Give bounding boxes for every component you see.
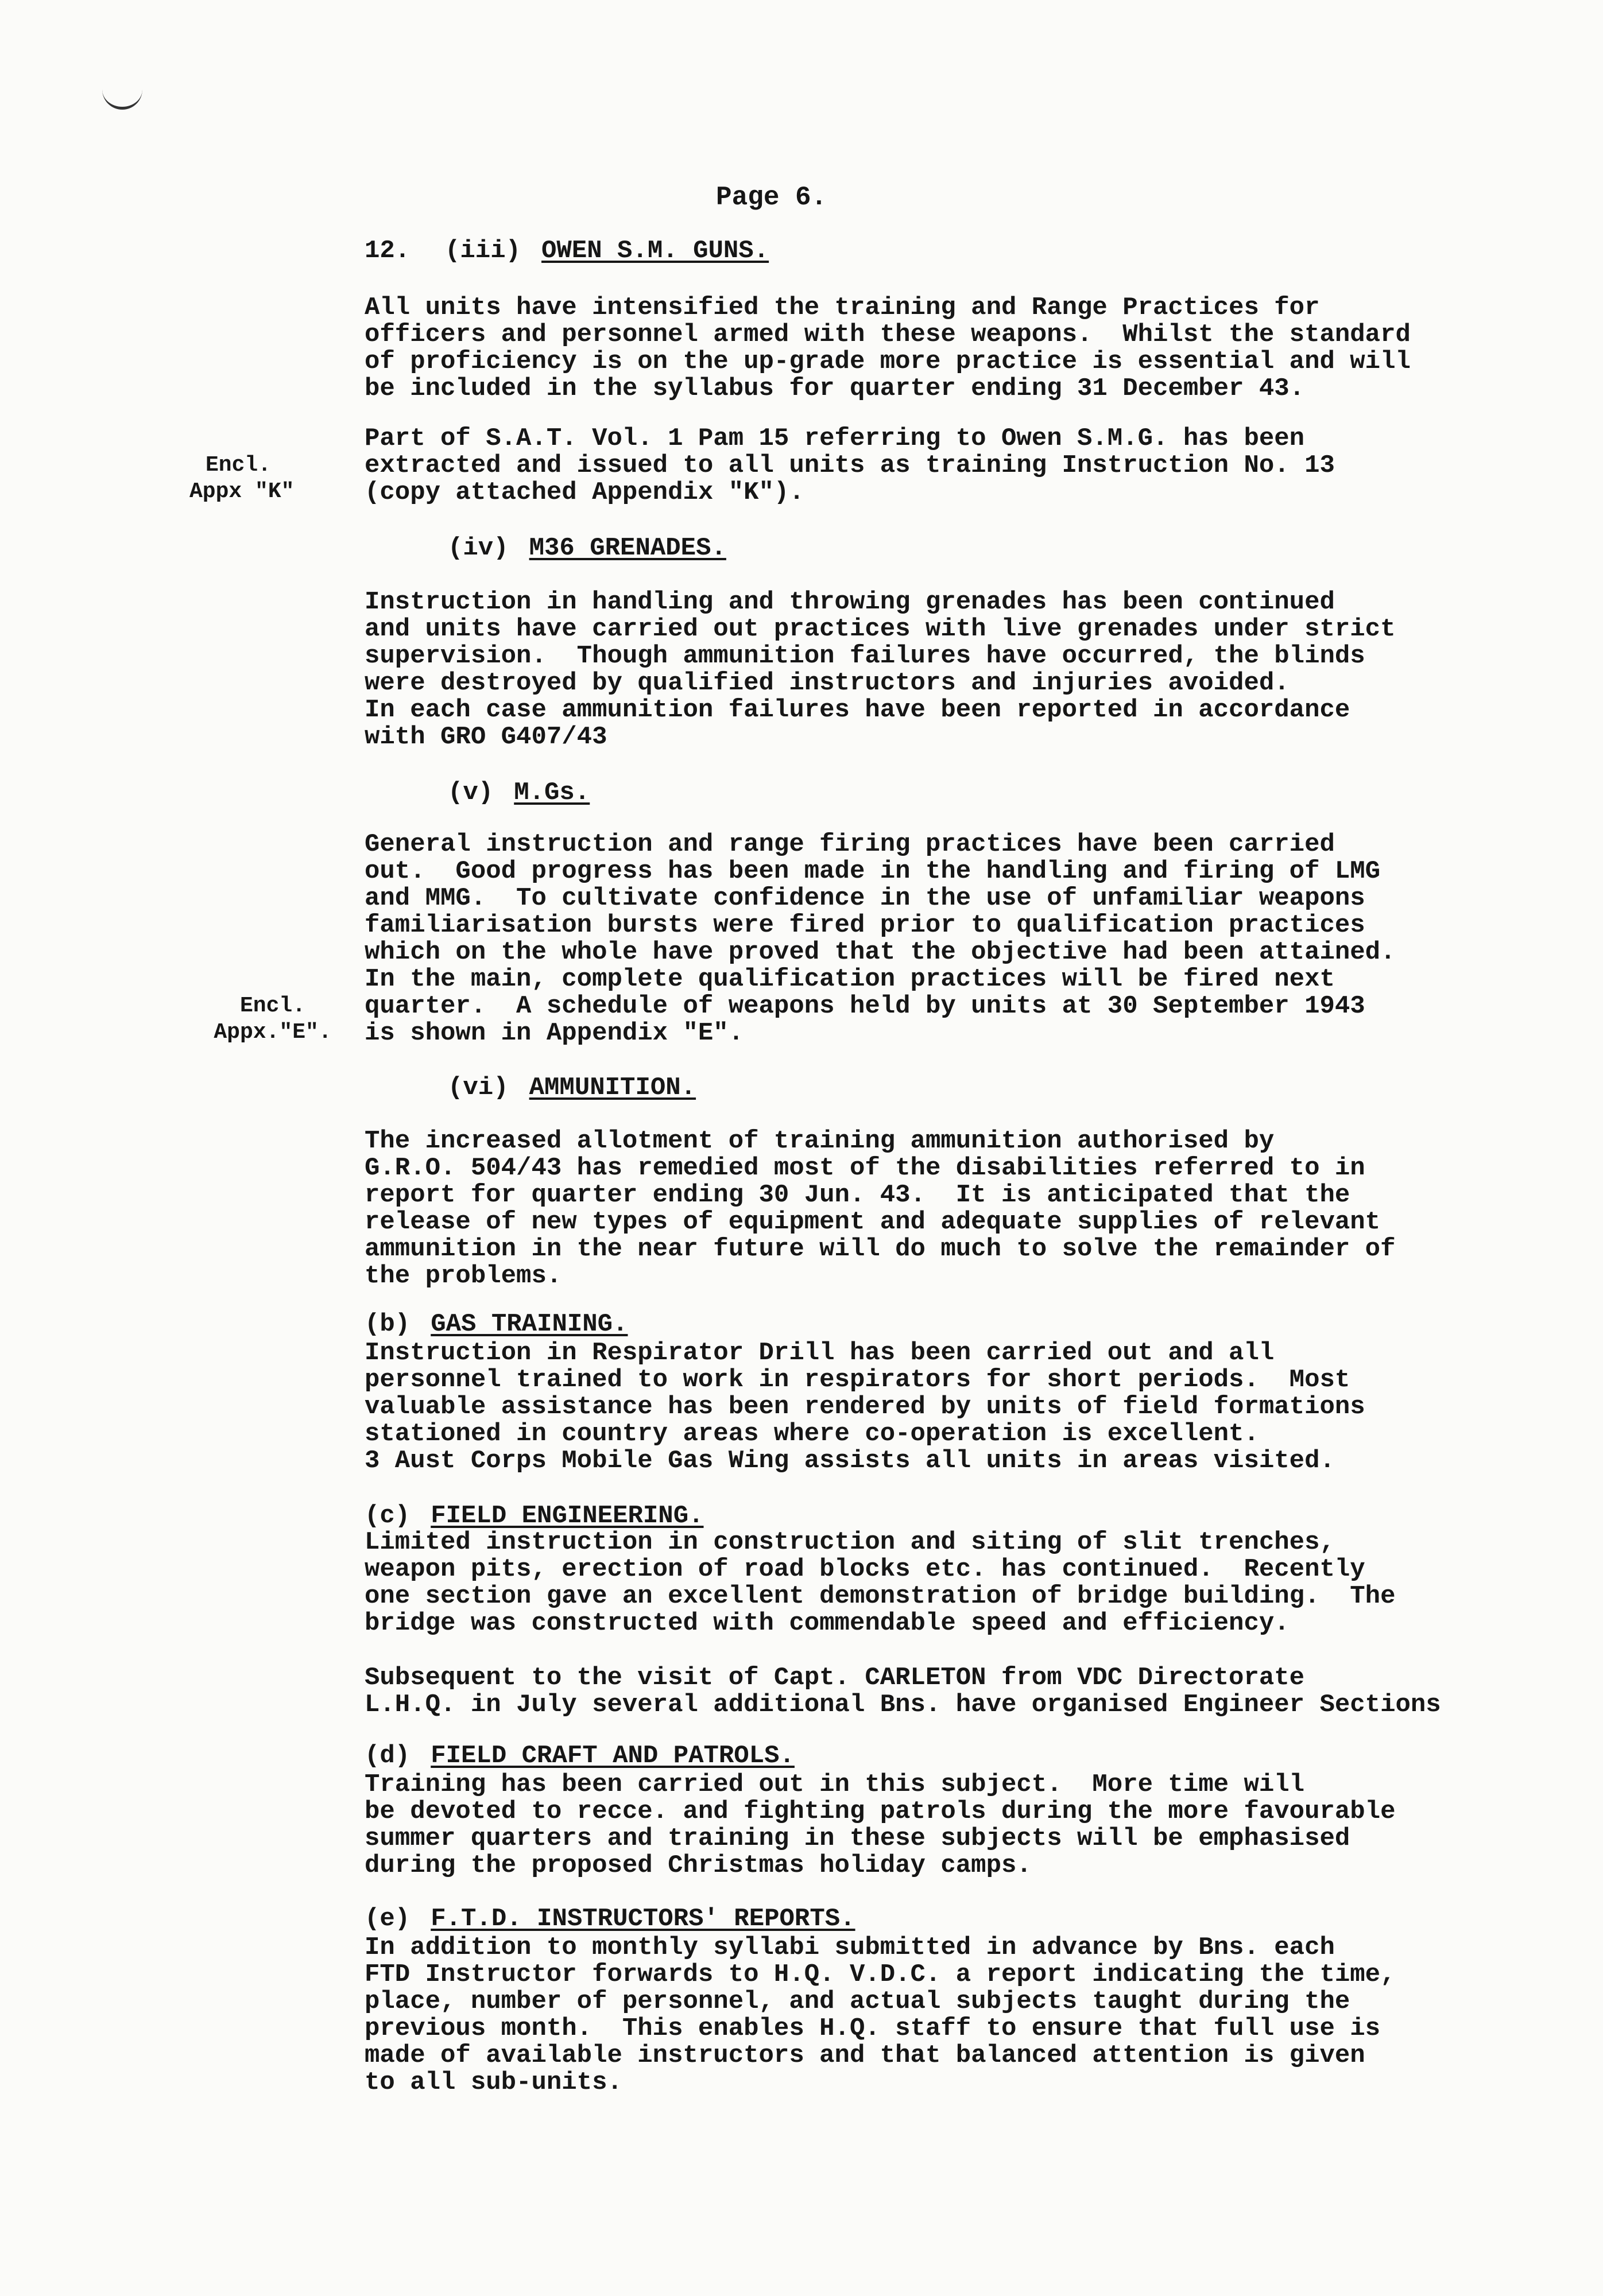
section-title: FIELD CRAFT AND PATROLS. (431, 1742, 795, 1770)
section-title: AMMUNITION. (529, 1073, 696, 1102)
paragraph-field-craft-patrols: Training has been carried out in this subject. More time will be devoted to recce. and fighting patrols during the more favourable summer quarters and training in these subjects will be emphasised during the proposed Christmas holiday camps. (365, 1770, 1396, 1880)
margin-note-enclosure-k: Encl. Appx "K" (189, 453, 295, 504)
section-title: M36 GRENADES. (529, 534, 726, 563)
subsection-label: (v) (448, 778, 494, 807)
heading-ammunition (448, 1073, 696, 1102)
paragraph-owen-2: Part of S.A.T. Vol. 1 Pam 15 referring to Owen S.M.G. has been extracted and issued to all units as training Instruction No. 13 (copy attached Appendix "K"). (365, 424, 1335, 507)
paragraph-gas-training: Instruction in Respirator Drill has been carried out and all personnel trained to work in respirators for short periods. Most valuable assistance has been rendered by units of field formations stationed in country areas where co-operation is excellent. 3 Aust Corps Mobile Gas Wing assists all units in areas visited. (365, 1339, 1365, 1475)
paragraph-field-engineering-2: Subsequent to the visit of Capt. CARLETON from VDC Directorate L.H.Q. in July several additional Bns. have organised Engineer Sections (365, 1663, 1441, 1719)
paragraph-grenades: Instruction in handling and throwing grenades has been continued and units have carried out practices with live grenades under strict supervision. Though ammunition failures have occurred, the blinds were destroyed by qualified instructors and injuries avoided. In each case ammunition failures have been reported in accordance with GRO G407/43 (365, 588, 1396, 751)
heading-owen-smg (365, 236, 769, 265)
page-number: Page 6. (716, 183, 827, 212)
subsection-label: (vi) (448, 1073, 509, 1102)
subsection-label: (d) (365, 1742, 411, 1770)
heading-m36-grenades (448, 534, 726, 563)
subsection-label: (e) (365, 1905, 411, 1933)
paragraph-owen-1: All units have intensified the training and Range Practices for officers and personnel armed with these weapons. Whilst the standard of proficiency is on the up-grade more practice is essential and will be included in the syllabus for quarter ending 31 December 43. (365, 293, 1411, 403)
subsection-label: (iv) (448, 534, 509, 563)
subsection-label: (b) (365, 1310, 411, 1339)
margin-note-enclosure-e: Encl. Appx."E". (214, 994, 332, 1045)
hole-punch-mark (102, 86, 142, 110)
heading-field-craft-patrols (365, 1742, 795, 1770)
subsection-label: (c) (365, 1502, 411, 1530)
section-title: M.Gs. (514, 778, 590, 807)
section-title: OWEN S.M. GUNS. (541, 236, 769, 265)
paragraph-field-engineering-1: Limited instruction in construction and siting of slit trenches, weapon pits, erection of road blocks etc. has continued. Recently one section gave an excellent demonstration of bridge building. The bridge was constructed with commendable speed and efficiency. (365, 1528, 1396, 1638)
heading-gas-training (365, 1310, 628, 1339)
paragraph-ftd-instructors-reports: In addition to monthly syllabi submitted in advance by Bns. each FTD Instructor forwards to H.Q. V.D.C. a report indicating the time, place, number of personnel, and actual subjects taught during the previous month. This enables H.Q. staff to ensure that full use is made of available instructors and that balanced attention is given to all sub-units. (365, 1933, 1396, 2097)
section-number: 12. (365, 236, 411, 265)
section-title: GAS TRAINING. (431, 1310, 628, 1339)
section-title: F.T.D. INSTRUCTORS' REPORTS. (431, 1905, 855, 1933)
heading-mgs (448, 778, 590, 807)
heading-field-engineering (365, 1502, 704, 1530)
paragraph-mgs: General instruction and range firing practices have been carried out. Good progress has been made in the handling and firing of LMG and MMG. To cultivate confidence in the use of unfamiliar weapons familiarisation bursts were fired prior to qualification practices which on the whole have proved that the objective had been attained. In the main, complete qualification practices will be fired next quarter. A schedule of weapons held by units at 30 September 1943 is shown in Appendix "E". (365, 830, 1396, 1048)
paragraph-ammunition: The increased allotment of training ammunition authorised by G.R.O. 504/43 has remedied most of the disabilities referred to in report for quarter ending 30 Jun. 43. It is anticipated that the release of new types of equipment and adequate supplies of relevant ammunition in the near future will do much to solve the remainder of the problems. (365, 1127, 1396, 1290)
subsection-label: (iii) (445, 236, 521, 265)
heading-ftd-instructors-reports (365, 1905, 855, 1933)
section-title: FIELD ENGINEERING. (431, 1502, 704, 1530)
